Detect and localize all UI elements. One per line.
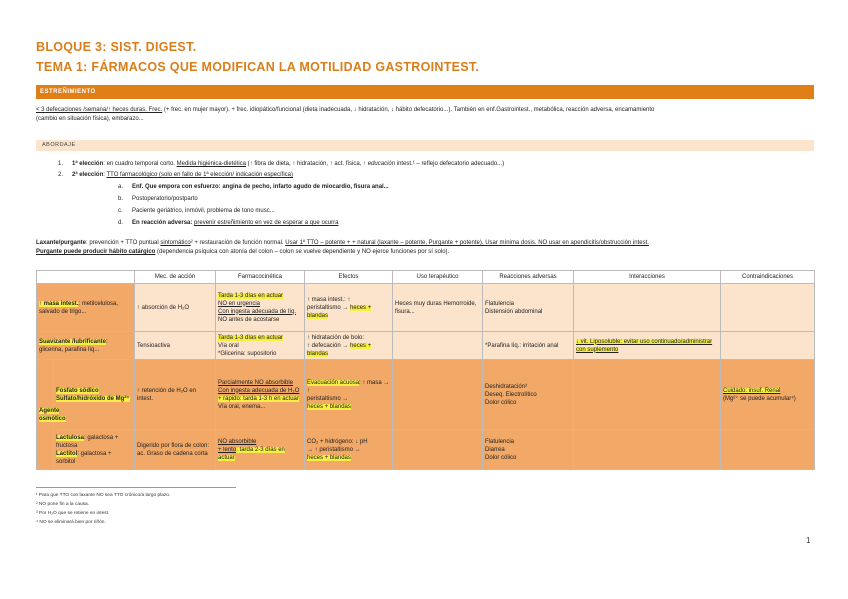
- footnote: ³ Por H₂O que se retiene en intest.: [36, 511, 110, 516]
- table-row: Agente osmótico Fosfato sódico Sulfato/hidróxido de Mg²⁺ ↑ retención de H₂O en intest. Parcialmente NO absorbible Con ingesta adecuada de H₂O + rápido: tarda 1-3 h en actuar Vía oral, enema... Evacuación acuosa: ↑ masa → ↑ peristaltismo → heces + blandas Deshidratación³ Deseq. Electrolítico Dolor cólico Cuidado: insuf. Renal (Mg²⁺ se puede acumular⁴): [37, 360, 815, 430]
- table-header: Reacciones adversas: [483, 271, 574, 284]
- abordaje-label: ABORDAJE: [36, 140, 814, 151]
- sub-item-d: d. En reacción adversa: prevenir estreñimiento en vez de esperar a que ocurra: [118, 220, 339, 226]
- table-row: ↑ masa intest.: metilcelulosa, salvado de trigo... ↑ absorción de H₂O Tarda 1-3 días en actuar NO en urgencia Con ingesta adecuada de líq. NO antes de acostarse ↑ masa intest.: ↑ peristaltismo → heces + blandas Heces muy duras Hemorroide, fisura... Flatulencia Distensión abdominal: [37, 284, 815, 332]
- laxante-paragraph: Laxante/purgante: prevención + TTO puntual sintomático² + restauración de función normal. Usar 1º TTO – potente + + natural (laxante – potente, Purgante + potente). Usar mínima dosis. NO usar en apendicitis/obstrucción intest. Purgante puede producir hábito catárgico (dependencia psíquica con atonía del colon – colon se vuelve dependiente y NO ejerce funciones por sí solo).: [36, 240, 649, 255]
- definition-paragraph: [36, 106, 814, 124]
- footnote: ² NO pone fin a la causa.: [36, 502, 90, 507]
- footnote: ¹ Para que TTO con laxante NO sea TTO crónico/a largo plazo.: [36, 493, 171, 498]
- block-title: BLOQUE 3: SIST. DIGEST.: [36, 40, 197, 54]
- table-header: Farmacocinética: [216, 271, 305, 284]
- table-header: Efectos: [305, 271, 393, 284]
- sub-item-c: c. Paciente geriátrico, inmóvil, problema de tono musc...: [118, 208, 275, 214]
- table-header: [37, 271, 135, 284]
- list-item-2: 2. 2ª elección: TTO farmacológico (solo en fallo de 1ª elección/ indicación específica): [58, 172, 294, 178]
- table-header-row: [37, 271, 815, 284]
- list-item-1: 1. 1ª elección: en cuadro temporal corto. Medida higiénica-dietética (↑ fibra de dieta, ↑ hidratación, ↑ act. física, ↑ educación intest.¹ – reflejo defecatorio adecuado...): [58, 161, 505, 167]
- table-header: Uso terapéutico: [393, 271, 483, 284]
- page-number: 1: [806, 536, 811, 545]
- drug-table: [36, 270, 815, 470]
- section-bar: ESTREÑIMIENTO: [36, 85, 814, 99]
- footnote-divider: [36, 487, 236, 488]
- def-text: (+ frec. en mujer mayor). + frec. idiopático/funcional (dieta inadecuada, ↓ hidratación, ↓ hábito defecatorio...). También en enf.Gastrointest., metabólica, reacción adversa, encamamiento: [162, 107, 655, 113]
- table-header: Mec. de acción: [135, 271, 216, 284]
- def-underlined: < 3 defecaciones /semana/↑ heces duras. Frec.: [36, 107, 163, 113]
- topic-title: TEMA 1: FÁRMACOS QUE MODIFICAN LA MOTILIDAD GASTROINTEST.: [36, 60, 480, 74]
- table-header: Interacciones: [574, 271, 721, 284]
- sub-item-b: b. Postoperatorio/postparto: [118, 196, 198, 202]
- table-header: Contraindicaciones: [721, 271, 815, 284]
- table-row: Suavizante /lubrificante: glicerina, parafina líq... Tensioactiva Tarda 1-3 días en actuar Vía oral *Glicerina: supositorio ↑ hidratación de bolo: ↑ defecación → heces + blandas *Parafina líq.: irritación anal ↓ vit. Liposoluble: evitar uso continuado/administrar con suplemento: [37, 332, 815, 360]
- footnote: ⁴ NO se eliminará bien por riñón.: [36, 520, 106, 525]
- sub-item-a: a. Enf. Que empora con esfuerzo: angina de pecho, infarto agudo de miocardio, fisura anal...: [118, 184, 389, 190]
- def-text-2: (cambio en situación física), embarazo...: [36, 116, 144, 122]
- table-row: Lactulosa: galactosa + fructosa Lactitol: galactosa + sorbitol Digerido por flora de colon: ac. Graso de cadena corta NO absorbible + lento: tarda 2-3 días en actuar CO₂ + hidrógeno: ↓ pH → ↑ peristaltismo → heces + blandas Flatulencia Diarrea Dolor cólico: [37, 430, 815, 470]
